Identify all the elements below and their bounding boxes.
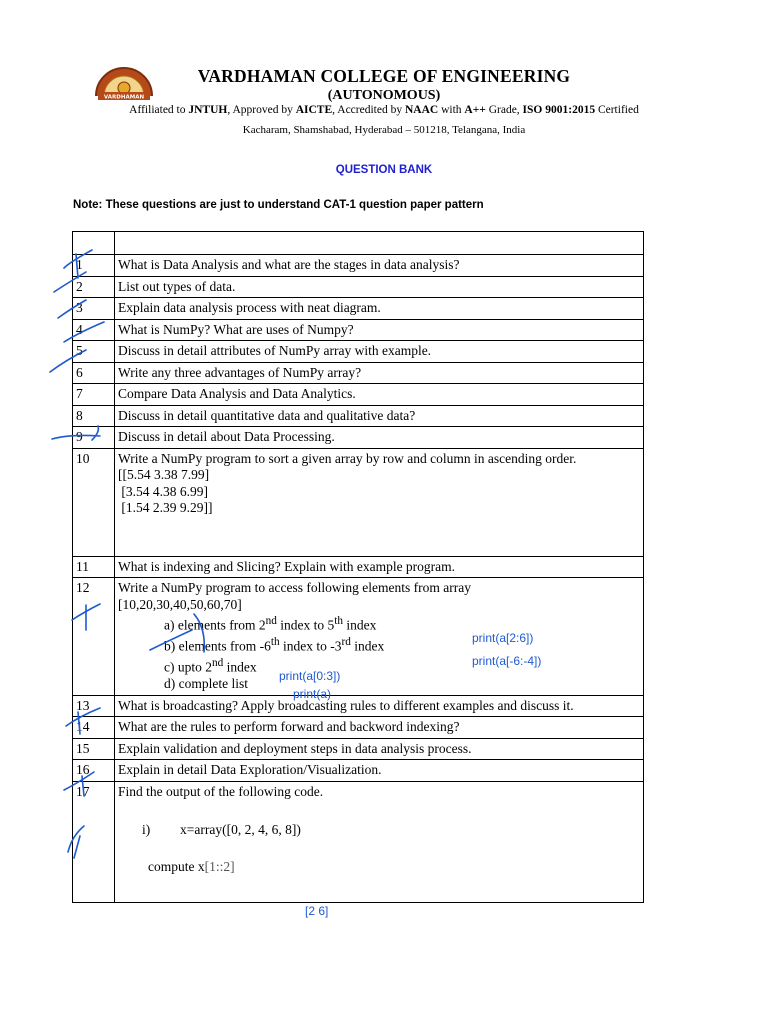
array-line: [1.54 2.39 9.29]]	[118, 500, 213, 515]
question-text: List out types of data.	[115, 276, 644, 298]
table-row	[73, 695, 644, 717]
sub-item-list	[118, 613, 640, 693]
affiliation-line: Affiliated to JNTUH, Approved by AICTE, Accredited by NAAC with A++ Grade, ISO 9001:2015 Certified	[129, 104, 639, 116]
question-number: 3	[73, 298, 115, 320]
question-text: Discuss in detail quantitative data and qualitative data?	[115, 405, 644, 427]
question-text: Write a NumPy program to access following elements from array	[118, 580, 471, 595]
table-row	[73, 405, 644, 427]
question-number: 17	[73, 781, 115, 902]
logo-text: VARDHAMAN	[103, 94, 145, 101]
question-text: Discuss in detail about Data Processing.	[115, 427, 644, 449]
question-number: 12	[73, 578, 115, 696]
compute-line: compute x[1::2]	[148, 858, 235, 874]
table-row	[73, 298, 644, 320]
question-text: What is Data Analysis and what are the stages in data analysis?	[115, 255, 644, 277]
table-row	[73, 556, 644, 578]
question-text: What is indexing and Slicing? Explain with example program.	[115, 556, 644, 578]
sub-item-c: c) upto 2nd index	[164, 657, 257, 675]
table-row	[73, 255, 644, 277]
handwritten-answer-q17: [2 6]	[305, 904, 329, 918]
college-address: Kacharam, Shamshabad, Hyderabad – 501218, Telangana, India	[242, 124, 526, 136]
table-row	[73, 448, 644, 556]
question-number: 1	[73, 255, 115, 277]
handwritten-answer-c: print(a[0:3])	[279, 669, 341, 683]
question-text: What is broadcasting? Apply broadcasting rules to different examples and discuss it.	[115, 695, 644, 717]
question-number: 11	[73, 556, 115, 578]
question-text: Find the output of the following code.	[118, 783, 324, 799]
array-line: [[5.54 3.38 7.99]	[118, 467, 210, 482]
question-text: Explain in detail Data Exploration/Visualization.	[115, 760, 644, 782]
table-row	[73, 738, 644, 760]
table-row	[73, 781, 644, 902]
table-row	[73, 362, 644, 384]
question-text: Compare Data Analysis and Data Analytics.	[115, 384, 644, 406]
autonomous-label: (AUTONOMOUS)	[327, 88, 441, 103]
college-logo	[92, 62, 156, 102]
question-table	[72, 231, 644, 903]
question-number: 2	[73, 276, 115, 298]
question-number: 6	[73, 362, 115, 384]
college-name: VARDHAMAN COLLEGE OF ENGINEERING	[197, 66, 571, 86]
question-number: 10	[73, 448, 115, 556]
table-header-row	[73, 232, 644, 255]
question-text: Write any three advantages of NumPy array?	[115, 362, 644, 384]
table-row	[73, 276, 644, 298]
table-row	[73, 760, 644, 782]
sub-item-b: b) elements from -6th index to -3rd index	[164, 636, 385, 654]
array-literal: [10,20,30,40,50,60,70]	[118, 596, 242, 612]
question-text: What are the rules to perform forward and backword indexing?	[115, 717, 644, 739]
question-number: 14	[73, 717, 115, 739]
code-line: i) x=array([0, 2, 4, 6, 8])	[142, 822, 301, 837]
question-number: 9	[73, 427, 115, 449]
question-text: Discuss in detail attributes of NumPy array with example.	[115, 341, 644, 363]
question-number: 8	[73, 405, 115, 427]
page-title: QUESTION BANK	[335, 164, 433, 176]
question-number: 16	[73, 760, 115, 782]
table-row	[73, 384, 644, 406]
question-text: What is NumPy? What are uses of Numpy?	[115, 319, 644, 341]
question-cell	[115, 448, 644, 556]
question-number: 13	[73, 695, 115, 717]
note-text: Note: These questions are just to understand CAT-1 question paper pattern	[73, 199, 484, 211]
handwritten-answer-b: print(a[-6:-4])	[472, 654, 542, 668]
handwritten-answer-d: print(a)	[293, 687, 332, 701]
table-row	[73, 717, 644, 739]
question-number: 7	[73, 384, 115, 406]
array-line: [3.54 4.38 6.99]	[118, 483, 208, 499]
question-cell	[115, 578, 644, 696]
table-row	[73, 319, 644, 341]
handwritten-answer-a: print(a[2:6])	[472, 631, 534, 645]
question-cell	[115, 781, 644, 902]
sub-item-d: d) complete list	[164, 676, 248, 691]
table-row	[73, 341, 644, 363]
question-text: Explain validation and deployment steps in data analysis process.	[115, 738, 644, 760]
question-number: 15	[73, 738, 115, 760]
question-number: 4	[73, 319, 115, 341]
table-row	[73, 427, 644, 449]
question-text: Write a NumPy program to sort a given array by row and column in ascending order.	[118, 450, 577, 466]
question-number: 5	[73, 341, 115, 363]
question-text: Explain data analysis process with neat diagram.	[115, 298, 644, 320]
sub-item-a: a) elements from 2nd index to 5th index	[164, 615, 377, 633]
table-row	[73, 578, 644, 696]
